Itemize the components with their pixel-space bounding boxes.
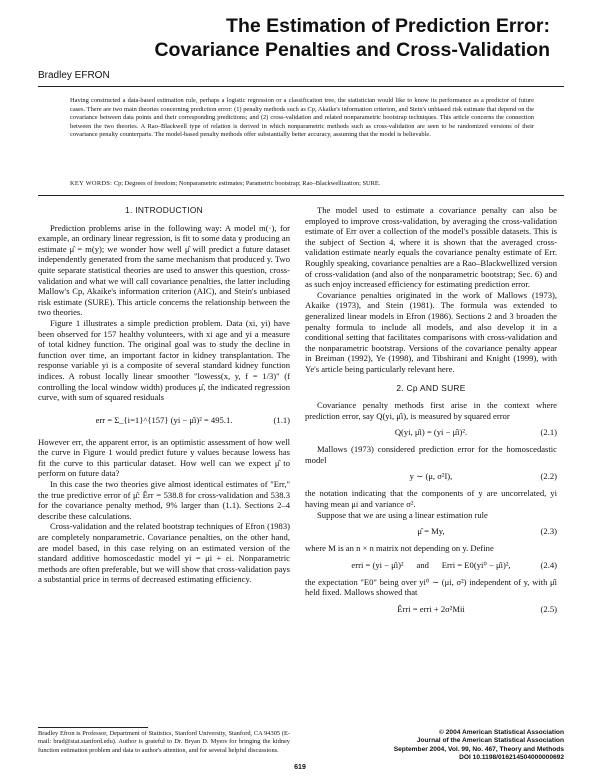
- equation-1-1-body: err = Σ_{i=1}^{157} (yi − μ̂i)² = 495.1.: [95, 414, 233, 425]
- author-footnote: Bradley Efron is Professor, Department of Statistics, Stanford University, Stanford, CA 94305 (E-mail: brad@stat.stanford.edu). Author is grateful to Dr. Bryan D. Myers for bringing the kidney function estimation problem and data to author's attention, and for several helpful discussions.: [38, 730, 290, 754]
- title-line-2: Covariance Penalties and Cross-Validation: [154, 39, 550, 61]
- paper-title: [154, 14, 550, 62]
- journal-name: Journal of the American Statistical Association: [416, 737, 564, 745]
- journal-copyright: © 2004 American Statistical Association: [439, 729, 564, 736]
- equation-1-1: [38, 408, 290, 432]
- equation-2-1-number: (2.1): [540, 427, 557, 438]
- right-column: [305, 205, 557, 621]
- page-number: 619: [294, 764, 306, 771]
- journal-issue: September 2004, Vol. 99, No. 467, Theory and Methods: [393, 745, 564, 753]
- right-paragraph-6: Suppose that we are using a linear estimation rule: [317, 509, 488, 520]
- section-heading-cp-sure: 2. Cp AND SURE: [396, 382, 466, 393]
- journal-doi: DOI 10.1198/016214504000000692: [459, 754, 564, 762]
- equation-2-1: [305, 426, 557, 439]
- abstract: Having constructed a data-based estimation rule, perhaps a logistic regression or a classification tree, the statistician would like to know its performance as a predictor of future cases. There are two main theories concerning prediction error: (1) penalty methods such as Cp, Akaike's information criterion, and Stein's unbiased risk estimate that depend on the covariance between data points and their corresponding predictions; and (2) cross-validation and related nonparametric bootstrap techniques. This article concerns the connection between the two theories. A Rao–Blackwell type of relation is derived in which nonparametric methods such as cross-validation are seen to be randomized versions of their covariance penalty counterparts. The model-based penalty methods offer substantially better accuracy, assuming that the model is believable.: [70, 97, 534, 139]
- keywords-label: KEY WORDS:: [70, 180, 113, 187]
- right-paragraph-8: the expectation "E0" being over yi⁰ ∼ (μi, σ²) independent of y, with μ̂i held fixed. Mallows showed that: [305, 576, 557, 598]
- equation-2-3: [305, 525, 557, 538]
- equation-2-5: [305, 603, 557, 616]
- intro-paragraph-2: Figure 1 illustrates a simple prediction problem. Data (xi, yi) have been observed for 157 healthy volunteers, with xi age and yi a measure of total kidney function. The original goal was to study the decline in function over time, an important factor in kidney transplantation. The response variable yi is a composite of several standard kidney function indices. A robust locally linear smoother "lowess(x, y, f = 1/3)" (f controlling the local window width) produces μ̂, the indicated regression curve, with sum of squared residuals: [38, 317, 290, 403]
- equation-2-4-body: erri = (yi − μ̂i)² and Erri = E0(yi⁰ − μ̂i)²,: [351, 559, 511, 570]
- equation-2-2-body: y ∼ (μ, σ²I),: [409, 471, 453, 482]
- right-paragraph-4: Mallows (1973) considered prediction error for the homoscedastic model: [305, 444, 557, 465]
- right-paragraph-7: where M is an n × n matrix not depending on y. Define: [305, 543, 494, 554]
- header-rule: [38, 86, 564, 87]
- right-paragraph-3: Covariance penalty methods first arise in the context where prediction error, say Q(yi, μ̂i), is measured by squared error: [305, 400, 557, 421]
- equation-2-2: [305, 470, 557, 483]
- keywords: [70, 180, 534, 189]
- intro-paragraph-4: In this case the two theories give almost identical estimates of "Err," the true predictive error of μ̂: Êrr = 538.8 for cross-validation and 538.3 for the covariance penalty method, 9% larger than (1.1). Sections 2–4 describe these calculations.: [38, 479, 290, 521]
- keywords-list: Cp; Degrees of freedom; Nonparametric estimates; Parametric bootstrap; Rao–Blackwellization; SURE.: [113, 180, 381, 187]
- equation-2-4-number: (2.4): [540, 559, 557, 570]
- equation-2-1-body: Q(yi, μ̂i) = (yi − μ̂i)².: [394, 427, 468, 438]
- title-line-1: The Estimation of Prediction Error:: [226, 15, 550, 37]
- right-paragraph-1: The model used to estimate a covariance penalty can also be employed to improve cross-validation, by averaging the cross-validation estimate of Err over a collection of the model's possible datasets. This is the subject of Section 4, where it is shown that the averaged cross-validation estimate nearly equals the covariance penalty estimate of Err. Roughly speaking, covariance penalties are a Rao–Blackwellized version of cross-validation (and also of the nonparametric bootstrap; Sec. 6) and as such enjoy increased efficiency for estimating prediction error.: [305, 205, 557, 290]
- equation-2-5-body: Êrri = erri + 2σ²Mii: [397, 604, 465, 615]
- intro-paragraph-1: Prediction problems arise in the following way: A model m(·), for example, an ordinary linear regression, is fit to some data y producing an estimate μ̂ = m(y); we wonder how well μ̂ will predict a future dataset independently generated from the same mechanism that produced y. Two quite separate statistical theories are used to answer this question, cross-validation and what we will call covariance penalties, the latter including Mallow's Cp, Akaike's information criterion (AIC), and Stein's unbiased risk estimate (SURE). This article concerns the relationship between the two theories.: [38, 222, 290, 318]
- intro-paragraph-5: Cross-validation and the related bootstrap techniques of Efron (1983) are completely nonparametric. Covariance penalties, on the other hand, are model based, in this case relying on an estimated version of the standard additive homoscedastic model yi = μi + εi. Nonparametric methods are often preferable, but we will show that cross-validation pays a substantial price in terms of decreased estimating efficiency.: [38, 521, 290, 585]
- section-heading-introduction: 1. INTRODUCTION: [124, 205, 203, 215]
- left-column: [38, 205, 290, 585]
- intro-paragraph-3: However err, the apparent error, is an optimistic assessment of how well the curve in Figure 1 would predict future y values because lowess has fit the curve to this particular dataset. How well can we expect μ̂ to perform on future data?: [38, 436, 290, 479]
- equation-2-3-body: μ̂ = My,: [417, 526, 445, 537]
- abstract-rule: [38, 195, 564, 196]
- footnote-rule: [38, 727, 148, 728]
- equation-2-3-number: (2.3): [540, 526, 557, 537]
- equation-2-5-number: (2.5): [540, 604, 557, 615]
- equation-2-2-number: (2.2): [540, 471, 557, 482]
- journal-info: [394, 729, 564, 763]
- right-paragraph-5: the notation indicating that the components of y are uncorrelated, yi having mean μi and variance σ².: [305, 488, 557, 510]
- right-paragraph-2: Covariance penalties originated in the work of Mallows (1973), Akaike (1973), and Stein (1981). The formula was extended to generalized linear models in Efron (1986). Sections 2 and 3 broaden the penalty formula to include all models, and also develop it in a conditional setting that facilitates comparisons with cross-validation and the nonparametric bootstrap. Versions of the covariance penalty appear in Breiman (1992), Ye (1998), and Tibshirani and Knight (1999), with Ye's article being particularly relevant here.: [305, 289, 557, 374]
- author-name: Bradley EFRON: [38, 70, 110, 81]
- equation-2-4: [305, 559, 557, 572]
- equation-1-1-number: (1.1): [273, 414, 290, 425]
